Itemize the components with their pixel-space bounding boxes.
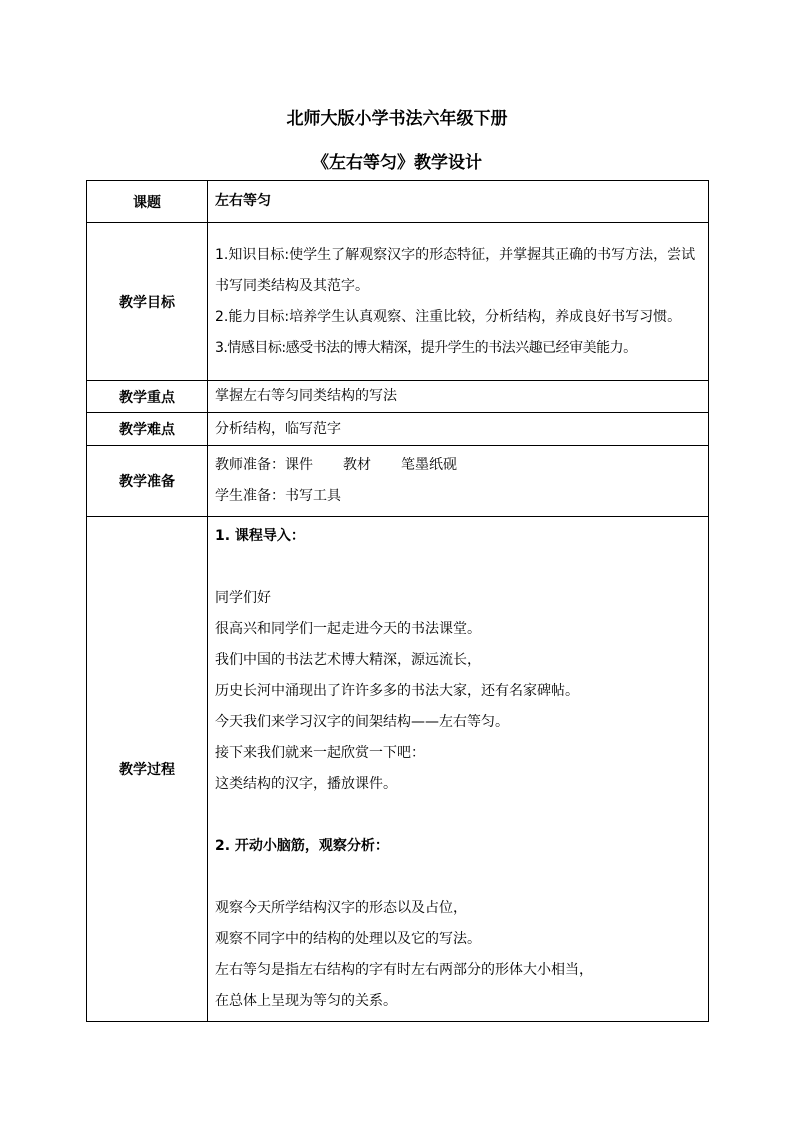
goals-label: 教学目标 xyxy=(87,223,208,381)
preparation-label: 教学准备 xyxy=(87,446,208,517)
document-title: 北师大版小学书法六年级下册 xyxy=(286,109,508,129)
student-preparation: 学生准备：书写工具 xyxy=(215,488,341,504)
process-s1-line: 这类结构的汉字，播放课件。 xyxy=(215,776,397,792)
process-label: 教学过程 xyxy=(87,517,208,1022)
table-row-difficulties xyxy=(87,413,709,446)
topic-text: 左右等匀 xyxy=(215,193,271,209)
process-section2-title: 2. 开动小脑筋，观察分析： xyxy=(215,838,389,854)
table-row-preparation xyxy=(87,446,709,517)
key-points-label: 教学重点 xyxy=(87,381,208,413)
process-s1-line: 今天我们来学习汉字的间架结构——左右等匀。 xyxy=(215,714,509,730)
process-s1-line: 很高兴和同学们一起走进今天的书法课堂。 xyxy=(215,621,481,637)
process-content xyxy=(208,517,709,1022)
teacher-preparation xyxy=(215,450,702,481)
process-s1-line: 我们中国的书法艺术博大精深，源远流长， xyxy=(215,652,481,668)
key-points-value: 掌握左右等匀同类结构的写法 xyxy=(208,381,709,413)
process-section1-title: 1. 课程导入： xyxy=(215,528,305,544)
teacher-prep-item3: 笔墨纸砚 xyxy=(401,457,457,473)
teacher-prep-item2: 教材 xyxy=(343,457,371,473)
process-s1-line: 同学们好 xyxy=(215,590,271,606)
process-s1-line: 历史长河中涌现出了许许多多的书法大家，还有名家碑帖。 xyxy=(215,683,579,699)
goal-knowledge: 1.知识目标:使学生了解观察汉字的形态特征，并掌握其正确的书写方法，尝试书写同类结构及其范字。 xyxy=(215,246,696,294)
process-s2-line: 观察不同字中的结构的处理以及它的写法。 xyxy=(215,931,481,947)
document-subtitle: 《左右等匀》教学设计 xyxy=(312,153,482,173)
difficulties-label: 教学难点 xyxy=(87,413,208,446)
table-row-process xyxy=(87,517,709,1022)
process-s2-line: 在总体上呈现为等匀的关系。 xyxy=(215,993,397,1009)
teacher-prep-prefix: 教师准备：课件 xyxy=(215,457,313,473)
table-row-goals xyxy=(87,223,709,381)
goals-content xyxy=(208,223,709,381)
goal-emotion: 3.情感目标:感受书法的博大精深，提升学生的书法兴趣已经审美能力。 xyxy=(215,339,637,356)
difficulties-value: 分析结构，临写范字 xyxy=(208,413,709,446)
goal-ability: 2.能力目标:培养学生认真观察、注重比较，分析结构，养成良好书写习惯。 xyxy=(215,308,682,325)
topic-label: 课题 xyxy=(87,181,208,223)
process-s2-line: 左右等匀是指左右结构的字有时左右两部分的形体大小相当， xyxy=(215,962,593,978)
topic-value xyxy=(208,181,709,223)
process-s1-line: 接下来我们就来一起欣赏一下吧： xyxy=(215,745,425,761)
lesson-plan-table xyxy=(86,180,709,1022)
process-s2-line: 观察今天所学结构汉字的形态以及占位， xyxy=(215,900,467,916)
table-row-topic xyxy=(87,181,709,223)
preparation-content xyxy=(208,446,709,517)
table-row-key-points xyxy=(87,381,709,413)
